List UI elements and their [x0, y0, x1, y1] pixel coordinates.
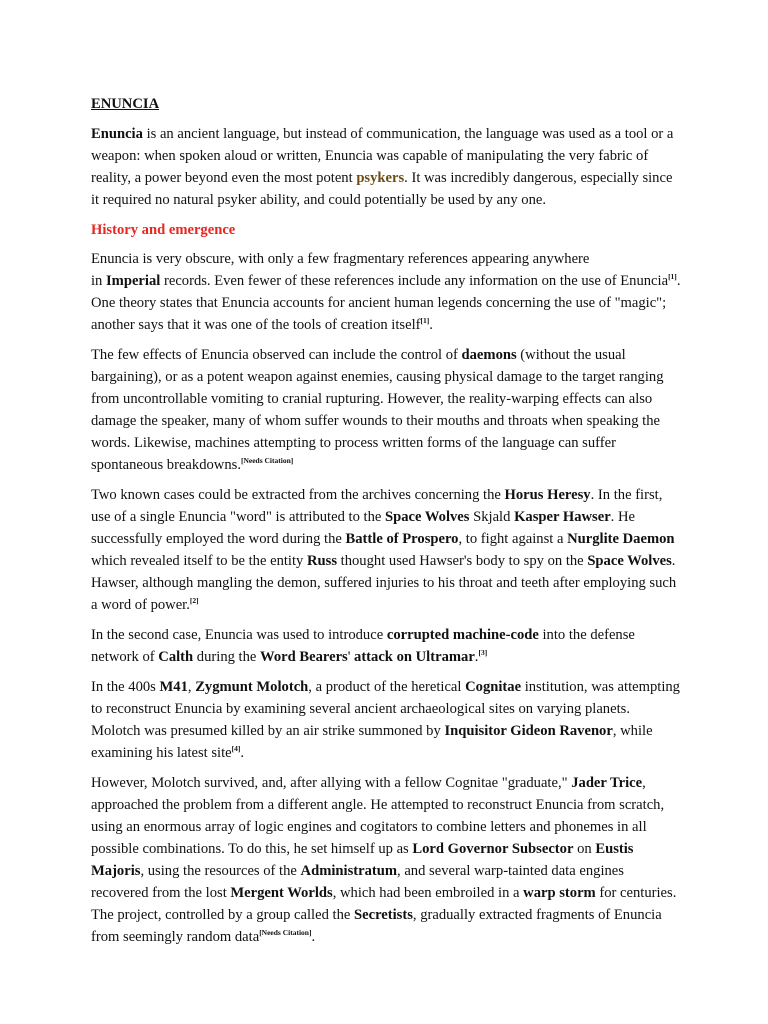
text-span: .: [474, 649, 479, 665]
citation-ref[interactable]: [2]: [189, 596, 199, 605]
text-span: institution, was attempting to reconstruct Enuncia by examining several ancient archaeological sites on varying planets. Molotch was presumed killed by an air strike summoned by: [91, 679, 680, 739]
nurglite-daemon-term: Nurglite Daemon: [567, 531, 675, 547]
text-span: . He successfully employed the word during the: [91, 509, 635, 547]
russ-term: Russ: [307, 553, 338, 569]
text-span: . In the first, use of a single Enuncia "word" is attributed to the: [91, 487, 663, 525]
intro-paragraph: [91, 123, 683, 211]
space-wolves-term: Space Wolves: [587, 553, 672, 569]
text-span: for centuries. The project, controlled by a group called the: [91, 885, 677, 923]
text-span: . It was incredibly dangerous, especially since it required no natural psyker ability, and could potentially be used by any one.: [91, 170, 673, 208]
eustis-majoris-term: Eustis Majoris: [91, 841, 634, 879]
text-span: on: [573, 841, 596, 857]
daemons-term: daemons: [461, 347, 517, 363]
text-span: , which had been embroiled in a: [332, 885, 524, 901]
imperial-term: Imperial: [106, 273, 161, 289]
second-case-paragraph: [91, 624, 683, 668]
m41-term: M41: [159, 679, 188, 695]
molotch-term: Zygmunt Molotch: [195, 679, 309, 695]
text-span: , to fight against a: [458, 531, 568, 547]
psykers-link[interactable]: psykers: [356, 170, 405, 186]
effects-paragraph: [91, 344, 683, 476]
text-span: ,: [187, 679, 196, 695]
horus-heresy-term: Horus Heresy: [504, 487, 591, 503]
word-bearers-term: Word Bearers: [260, 649, 348, 665]
text-span: thought used Hawser's body to spy on the: [337, 553, 588, 569]
text-span: , using the resources of the: [140, 863, 301, 879]
lord-governor-term: Lord Governor Subsector: [412, 841, 574, 857]
text-span: .: [240, 745, 245, 761]
text-span: in: [91, 273, 106, 289]
text-span: .: [429, 317, 433, 333]
text-span: into the defense network of: [91, 627, 635, 665]
space-wolves-term: Space Wolves: [385, 509, 470, 525]
machine-code-term: corrupted machine-code: [386, 627, 539, 643]
text-span: is an ancient language, but instead of communication, the language was used as a tool or a weapon: when spoken aloud or written, Enuncia was capable of manipulating the very fabric of reality, a power beyond even the most potent: [91, 126, 674, 186]
text-span: In the second case, Enuncia was used to introduce: [91, 627, 387, 643]
obscurity-paragraph: [91, 248, 683, 336]
kasper-hawser-term: Kasper Hawser: [514, 509, 611, 525]
jader-trice-term: Jader Trice: [571, 775, 643, 791]
text-span: during the: [193, 649, 261, 665]
text-span: However, Molotch survived, and, after allying with a fellow Cognitae "graduate,": [91, 775, 572, 791]
text-span: records. Even fewer of these references include any information on the use of Enuncia: [160, 273, 669, 289]
ravenor-term: Inquisitor Gideon Ravenor: [444, 723, 613, 739]
text-span: ': [347, 649, 355, 665]
document-title: ENUNCIA: [91, 96, 160, 112]
text-span: , while examining his latest site: [91, 723, 653, 761]
cognitae-term: Cognitae: [465, 679, 522, 695]
text-span: which revealed itself to be the entity: [91, 553, 307, 569]
secretists-paragraph: [91, 772, 683, 948]
battle-of-prospero-term: Battle of Prospero: [345, 531, 459, 547]
text-span: (without the usual bargaining), or as a potent weapon against enemies, causing physical damage to the target ranging from uncontrollable vomiting to cranial rupturing. However, the reality-warping effects can also damage the speaker, many of whom suffer wounds to their mouths and throats when speaking the words. Likewise, machines attempting to process written forms of the language can suffer spontaneous breakdowns.: [91, 347, 664, 473]
text-span: , gradually extracted fragments of Enuncia from seemingly random data: [91, 907, 662, 945]
molotch-paragraph: [91, 676, 683, 764]
text-span: .: [311, 929, 316, 945]
attack-on-ultramar-term: attack on Ultramar: [354, 649, 475, 665]
mergent-worlds-term: Mergent Worlds: [230, 885, 333, 901]
secretists-term: Secretists: [354, 907, 413, 923]
citation-ref[interactable]: [4]: [231, 744, 241, 753]
citation-ref[interactable]: [1]: [668, 272, 677, 281]
citation-ref[interactable]: [1]: [420, 316, 430, 325]
needs-citation-ref[interactable]: [Needs Citation]: [259, 928, 312, 937]
text-span: . One theory states that Enuncia accounts for ancient human legends concerning the use of "magic"; another says that it was one of the tools of creation itself: [91, 273, 681, 333]
text-span: In the 400s: [91, 679, 160, 695]
horus-heresy-paragraph: [91, 484, 683, 616]
text-span: , approached the problem from a different angle. He attempted to reconstruct Enuncia from scratch, using an enormous array of logic engines and cogitators to combine letters and phonemes in all possible combinations. To do this, he set himself up as: [91, 775, 665, 857]
administratum-term: Administratum: [300, 863, 398, 879]
text-span: Two known cases could be extracted from the archives concerning the: [91, 487, 505, 503]
section-heading: History and emergence: [91, 222, 236, 238]
text-span: , a product of the heretical: [308, 679, 466, 695]
needs-citation-ref[interactable]: [Needs Citation]: [240, 456, 294, 465]
text-span: , and several warp-tainted data engines recovered from the lost: [91, 863, 624, 901]
citation-ref[interactable]: [3]: [478, 648, 488, 657]
calth-term: Calth: [158, 649, 194, 665]
text-span: Skjald: [469, 509, 515, 525]
text-span: . Hawser, although mangling the demon, suffered injuries to his throat and teeth after employing such a word of power.: [91, 553, 677, 613]
text-span: The few effects of Enuncia observed can include the control of: [91, 347, 462, 363]
text-span: Enuncia is very obscure, with only a few fragmentary references appearing anywhere: [91, 251, 590, 267]
document-page: [91, 93, 683, 956]
warp-storm-term: warp storm: [523, 885, 596, 901]
enuncia-term: Enuncia: [91, 126, 143, 142]
